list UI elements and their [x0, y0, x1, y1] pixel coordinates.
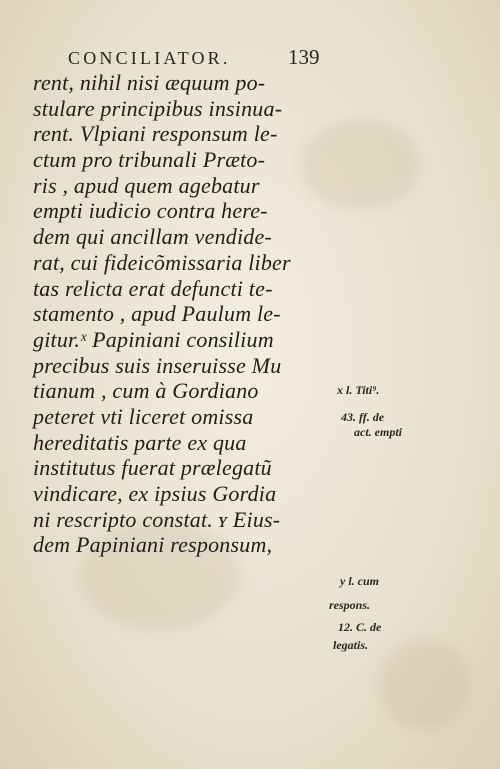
margin-note: x l. Titi⁹. — [337, 383, 380, 397]
text-line: rat, cui fideicõmissaria liber — [33, 249, 291, 275]
text-line: rent, nihil nisi æquum po- — [33, 70, 266, 95]
text-line: tianum , cum à Gordiano — [33, 378, 259, 404]
text-line: vindicare, ex ipsius Gordia — [33, 481, 277, 506]
text-line: dem Papiniani responsum, — [33, 532, 273, 558]
text-line: rent. Vlpiani responsum le- — [33, 121, 278, 147]
body-text — [33, 70, 333, 558]
text-line: stulare principibus insinua- — [33, 95, 283, 121]
text-line: peteret vti liceret omissa — [33, 403, 254, 429]
margin-note: respons. — [329, 598, 371, 612]
text-line: precibus suis inseruisse Mu — [33, 352, 282, 378]
running-head: CONCILIATOR. — [68, 48, 231, 68]
margin-note: y l. cum — [340, 574, 379, 588]
text-line: institutus fuerat prælegatũ — [33, 455, 272, 481]
text-line: hereditatis parte ex qua — [33, 429, 247, 455]
text-line: ctum pro tribunali Præto- — [33, 147, 266, 173]
text-line: stamento , apud Paulum le- — [33, 301, 281, 327]
text-line: tas relicta erat defuncti te- — [33, 275, 273, 301]
text-line: gitur.ˣ Papiniani consilium — [33, 326, 274, 352]
margin-note: 43. ff. de — [341, 410, 385, 424]
text-line: empti iudicio contra here- — [33, 198, 268, 224]
page-number: 139 — [288, 45, 320, 69]
paper-stain — [380, 640, 470, 730]
text-line: ris , apud quem agebatur — [33, 172, 260, 198]
margin-note: 12. C. de — [338, 620, 382, 634]
text-line: dem qui ancillam vendide- — [33, 224, 272, 250]
text-line: ni rescripto constat. ʏ Eius- — [33, 506, 281, 532]
margin-note: act. empti — [354, 425, 402, 439]
margin-note: legatis. — [333, 638, 368, 652]
